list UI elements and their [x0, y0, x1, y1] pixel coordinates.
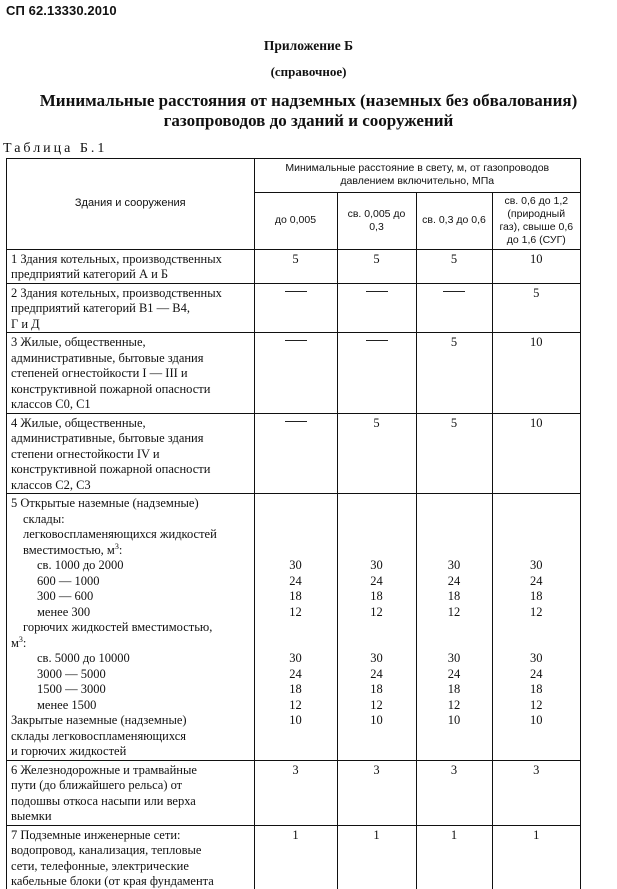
blank-line: [493, 543, 581, 559]
cell-value: 30: [370, 558, 383, 572]
text-line: $м^3$:: [11, 634, 27, 650]
blank-line: [493, 496, 581, 512]
cell-value: 18: [447, 589, 461, 603]
text-line: классов С0, С1: [11, 397, 91, 411]
table-row: [7, 413, 580, 494]
text-line: св. 5000 до 10000: [37, 651, 130, 665]
value-cell-col-2: [337, 283, 416, 333]
value-cell-col-1: 5: [254, 249, 337, 283]
dash-mark: [443, 291, 465, 292]
row-5-value-col-2: [337, 494, 416, 761]
table-label: Таблица Б.1: [3, 141, 108, 156]
text-line: менее 300: [37, 604, 91, 619]
blank-line: [493, 527, 581, 543]
text-line: степени огнестойкости IV и: [11, 446, 160, 461]
row-label: [7, 760, 254, 825]
text-line: Г и Д: [11, 316, 40, 331]
blank-line: [338, 512, 416, 528]
header-row-1: [7, 159, 580, 192]
cell-value: 24: [289, 666, 302, 681]
table-row: [7, 494, 580, 761]
text-line: водопровод, канализация, тепловые: [11, 843, 202, 857]
cell-value: 30: [289, 651, 302, 665]
value-cell-col-4: 1: [492, 825, 580, 889]
text-line: легковоспламеняющихся жидкостей: [23, 527, 217, 541]
text-line: 3000 — 5000: [37, 666, 106, 681]
blank-line: [255, 512, 337, 528]
value-cell-col-3: 3: [416, 760, 492, 825]
superscript: 3: [114, 541, 119, 551]
cell-value: 18: [370, 589, 383, 603]
value-cell-col-3: 5: [416, 249, 492, 283]
text-line: 5 Открытые наземные (надземные): [11, 496, 199, 510]
blank-line: [493, 636, 581, 652]
row-label: [7, 825, 254, 889]
blank-line: [255, 527, 337, 543]
cell-value: 30: [289, 558, 302, 572]
text-line: 6 Железнодорожные и трамвайные: [11, 762, 197, 777]
superscript: 3: [18, 634, 23, 644]
text-fragment: м: [11, 635, 19, 650]
text-line: сети, телефонные, электрические: [11, 858, 189, 873]
cell-value: 24: [530, 573, 543, 588]
blank-line: [417, 543, 492, 559]
text-line: 3 Жилые, общественные,: [11, 335, 146, 349]
text-line: 2 Здания котельных, производственных: [11, 285, 222, 300]
text-line: конструктивной пожарной опасности: [11, 462, 211, 476]
text-line: 300 — 600: [37, 589, 94, 603]
cell-value: 10: [289, 713, 302, 727]
blank-line: [417, 512, 492, 528]
text-line: горючих жидкостей вместимостью,: [23, 620, 213, 634]
text-line: административные, бытовые здания: [11, 431, 204, 445]
page-heading: [0, 91, 617, 131]
blank-line: [338, 496, 416, 512]
cell-value: 18: [530, 589, 543, 603]
text-line: подошвы откоса насыпи или верха: [11, 793, 196, 808]
appendix-type: (справочное): [270, 64, 347, 79]
value-cell-col-1: 3: [254, 760, 337, 825]
distance-table-wrapper: [6, 158, 581, 889]
text-line: кабельные блоки (от края фундамента: [11, 874, 214, 888]
cell-value: 12: [530, 604, 543, 619]
text-fragment: вместимостью, м: [23, 542, 115, 557]
blank-line: [417, 636, 492, 652]
cell-value: 18: [289, 682, 302, 696]
value-cell-col-1: 1: [254, 825, 337, 889]
cell-value: 30: [447, 558, 461, 572]
cell-value: 24: [447, 666, 461, 681]
blank-line: [417, 620, 492, 636]
dash-mark: [285, 340, 307, 341]
cell-value: 30: [530, 651, 543, 665]
value-cell-col-1: [254, 333, 337, 414]
text-line: склады легковоспламеняющихся: [11, 728, 187, 743]
heading-line-2: газопроводов до зданий и сооружений: [163, 111, 454, 130]
row-5-label: [7, 494, 254, 761]
text-line: выемки: [11, 809, 52, 823]
blank-line: [255, 496, 337, 512]
dash-mark: [366, 340, 388, 341]
cell-value: 18: [447, 682, 461, 696]
table-row: [7, 760, 580, 825]
text-line: 1500 — 3000: [37, 682, 106, 696]
col-header-pressure-2: св. 0,005 до 0,3: [337, 192, 416, 249]
dash-mark: [366, 291, 388, 292]
value-cell-col-3: 5: [416, 413, 492, 494]
cell-value: 10: [447, 713, 461, 727]
text-line: степеней огнестойкости I — III и: [11, 366, 188, 380]
blank-line: [417, 527, 492, 543]
text-line: Закрытые наземные (надземные): [11, 713, 187, 727]
value-cell-col-4: 10: [492, 249, 580, 283]
text-line: св. 1000 до 2000: [37, 558, 124, 572]
cell-value: 24: [370, 573, 383, 588]
cell-value: 30: [447, 651, 461, 665]
text-line: вместимостью, $м^3$:: [23, 541, 123, 557]
text-line: 1 Здания котельных, производственных: [11, 251, 222, 266]
value-cell-col-2: 5: [337, 249, 416, 283]
blank-line: [338, 636, 416, 652]
text-line: классов С2, С3: [11, 477, 91, 492]
cell-value: 24: [370, 666, 383, 681]
table-row: [7, 249, 580, 283]
blank-line: [493, 512, 581, 528]
cell-value: 10: [530, 713, 543, 727]
dash-mark: [285, 291, 307, 292]
value-cell-col-4: 10: [492, 333, 580, 414]
text-line: склады:: [23, 511, 65, 526]
value-cell-col-4: 10: [492, 413, 580, 494]
blank-line: [255, 543, 337, 559]
cell-value: 12: [289, 697, 302, 712]
blank-line: [493, 620, 581, 636]
dash-mark: [285, 421, 307, 422]
blank-line: [255, 636, 337, 652]
cell-value: 24: [530, 666, 543, 681]
document-code: СП 62.13330.2010: [6, 3, 117, 18]
cell-value: 12: [289, 604, 302, 619]
col-header-pressure-1: до 0,005: [254, 192, 337, 249]
value-cell-col-3: 1: [416, 825, 492, 889]
value-cell-col-4: 5: [492, 283, 580, 333]
row-label: [7, 283, 254, 333]
heading-line-1: Минимальные расстояния от надземных (наземных без обвалования): [39, 91, 578, 110]
col-header-pressure-4: св. 0,6 до 1,2 (природный газ), свыше 0,6 до 1,6 (СУГ): [492, 192, 580, 249]
row-5-value-col-1: [254, 494, 337, 761]
table-row: [7, 333, 580, 414]
table-row: [7, 825, 580, 889]
value-cell-col-2: 3: [337, 760, 416, 825]
value-cell-col-3: 5: [416, 333, 492, 414]
text-line: предприятий категорий В1 — В4,: [11, 301, 191, 315]
cell-value: 30: [530, 558, 543, 572]
value-cell-col-1: [254, 413, 337, 494]
cell-value: 18: [530, 682, 543, 696]
cell-value: 18: [370, 682, 383, 696]
blank-line: [417, 496, 492, 512]
blank-line: [338, 543, 416, 559]
cell-value: 12: [370, 604, 383, 619]
text-line: менее 1500: [37, 697, 97, 712]
text-line: административные, бытовые здания: [11, 350, 204, 365]
cell-value: 12: [447, 604, 461, 619]
text-line: предприятий категорий А и Б: [11, 267, 169, 281]
blank-line: [338, 527, 416, 543]
row-label: [7, 249, 254, 283]
text-line: 7 Подземные инженерные сети:: [11, 827, 181, 842]
col-header-pressure-3: св. 0,3 до 0,6: [416, 192, 492, 249]
col-group-title: Минимальные расстояние в свету, м, от газопроводов давлением включительно, МПа: [254, 159, 580, 192]
row-5-value-col-4: [492, 494, 580, 761]
row-label: [7, 413, 254, 494]
cell-value: 10: [370, 713, 383, 727]
text-line: и горючих жидкостей: [11, 744, 127, 758]
distance-table: [7, 159, 580, 889]
value-cell-col-2: 5: [337, 413, 416, 494]
cell-value: 30: [370, 651, 383, 665]
text-line: 4 Жилые, общественные,: [11, 415, 146, 430]
cell-value: 18: [289, 589, 302, 603]
cell-value: 24: [447, 573, 461, 588]
cell-value: 12: [447, 697, 461, 712]
value-cell-col-3: [416, 283, 492, 333]
appendix-title: Приложение Б: [263, 38, 354, 53]
row-5-value-col-3: [416, 494, 492, 761]
cell-value: 24: [289, 573, 302, 588]
row-label: [7, 333, 254, 414]
blank-line: [338, 620, 416, 636]
text-line: пути (до ближайшего рельса) от: [11, 778, 183, 792]
table-row: [7, 283, 580, 333]
text-line: 600 — 1000: [37, 573, 100, 588]
col-header-buildings: Здания и сооружения: [7, 159, 254, 249]
cell-value: 12: [370, 697, 383, 712]
value-cell-col-2: 1: [337, 825, 416, 889]
text-line: конструктивной пожарной опасности: [11, 381, 211, 396]
value-cell-col-2: [337, 333, 416, 414]
cell-value: 12: [530, 697, 543, 712]
value-cell-col-1: [254, 283, 337, 333]
value-cell-col-4: 3: [492, 760, 580, 825]
blank-line: [255, 620, 337, 636]
